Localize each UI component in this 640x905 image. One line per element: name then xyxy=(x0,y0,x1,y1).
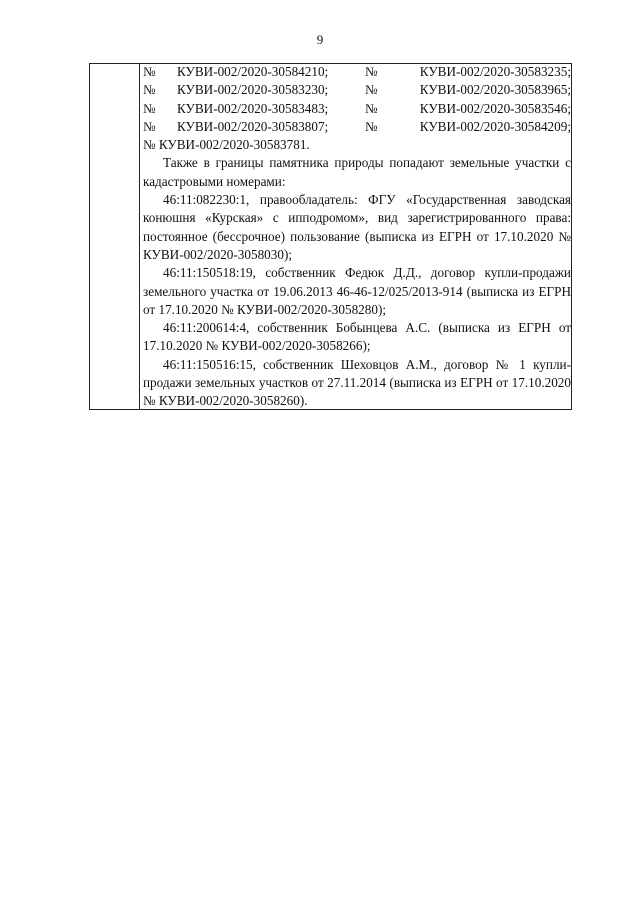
kuvi-row xyxy=(143,63,571,81)
number-sign: № xyxy=(365,64,378,79)
extract-number: КУВИ-002/2020-30583230; xyxy=(177,82,329,98)
extract-number: КУВИ-002/2020-30583235; xyxy=(419,64,571,79)
number-sign: № xyxy=(365,118,378,134)
extract-number: КУВИ-002/2020-30583965; xyxy=(419,82,571,98)
kuvi-row xyxy=(143,81,571,99)
extract-number: КУВИ-002/2020-30583546; xyxy=(419,100,571,116)
number-sign: № xyxy=(143,82,156,98)
number-sign: № xyxy=(365,100,378,116)
kuvi-last-line: № КУВИ-002/2020-30583781. xyxy=(143,137,310,153)
extract-number: КУВИ-002/2020-30584209; xyxy=(419,118,571,134)
number-sign: № xyxy=(143,118,156,134)
paragraph-parcel-4: 46:11:150516:15, собственник Шеховцов А.М., договор № 1 купли-продажи земельных участков от 27.11.2014 (выписка из ЕГРН от 17.10.2020 № КУВИ-002/2020-3058260). xyxy=(143,356,571,409)
page-number: 9 xyxy=(316,32,324,47)
number-sign: № xyxy=(365,82,378,98)
kuvi-row xyxy=(143,118,571,136)
number-sign: № xyxy=(143,100,156,116)
paragraph-parcel-3: 46:11:200614:4, собственник Бобынцева А.С. (выписка из ЕГРН от 17.10.2020 № КУВИ-002/2020-3058266); xyxy=(143,320,571,354)
number-sign: № xyxy=(143,64,156,79)
paragraph-intro: Также в границы памятника природы попадают земельные участки с кадастровыми номерами: xyxy=(143,155,571,189)
table-column-divider xyxy=(139,63,140,410)
paragraph-parcel-2: 46:11:150518:19, собственник Федюк Д.Д., договор купли-продажи земельного участка от 19.06.2013 46-46-12/025/2013-914 (выписка из ЕГРН от 17.10.2020 № КУВИ-002/2020-3058280); xyxy=(143,265,571,317)
extract-number: КУВИ-002/2020-30583483; xyxy=(177,100,329,116)
kuvi-row xyxy=(143,100,571,118)
table-content-cell xyxy=(143,63,571,411)
paragraph-parcel-1: 46:11:082230:1, правообладатель: ФГУ «Государственная заводская конюшня «Курская» с ипподромом», вид зарегистрированного права: постоянное (бессрочное) пользование (выписка из ЕГРН от 17.10.2020 № КУВИ-002/2020-3058030); xyxy=(143,192,571,262)
extract-number: КУВИ-002/2020-30583807; xyxy=(177,118,329,134)
extract-number: КУВИ-002/2020-30584210; xyxy=(177,64,329,79)
